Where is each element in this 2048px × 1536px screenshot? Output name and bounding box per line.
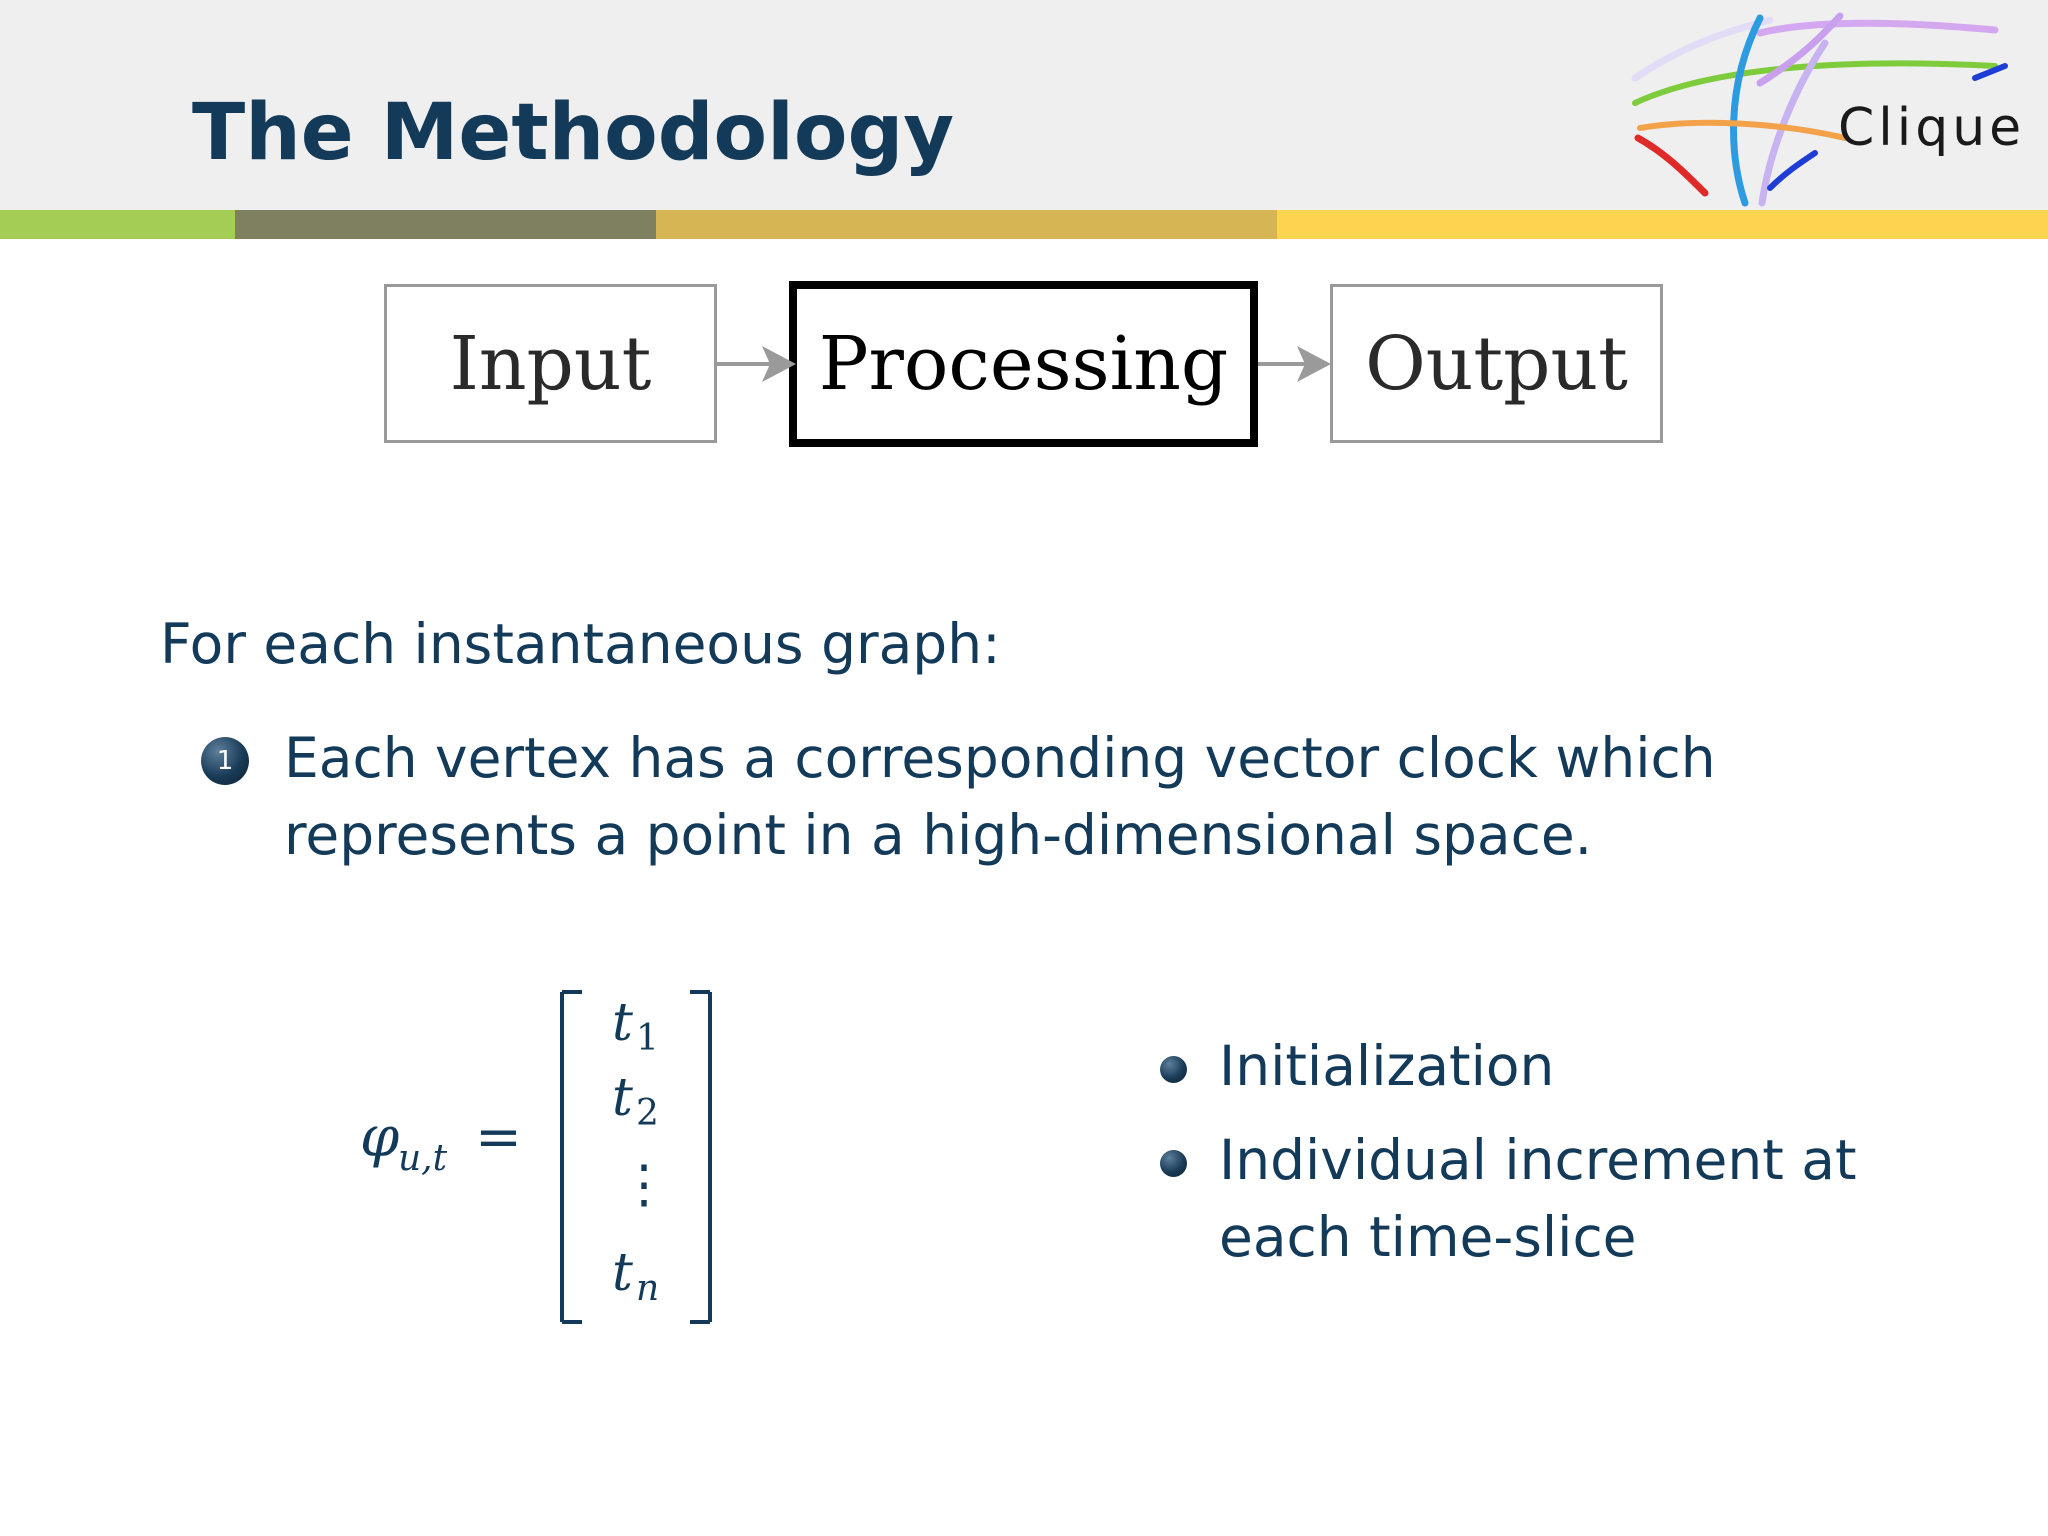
flow-step-processing: Processing [789,281,1258,447]
bullet-icon [1160,1056,1187,1083]
vector-entry-1: t [612,993,633,1053]
header-stripe-2 [235,210,656,239]
vector-entry-2: t [612,1068,633,1128]
vector-entry-1-subscript: 1 [636,1018,659,1059]
equation-equals: = [475,1105,522,1170]
equation-lhs-subscript: u,t [398,1138,448,1179]
vector-entry-2-subscript: 2 [636,1093,659,1134]
equation-lhs-symbol: φ [360,1105,400,1170]
logo-text: Clique [1838,98,2026,158]
header-stripe-3 [656,210,1277,239]
flow-arrow-1 [717,346,796,382]
bullet-icon [1160,1150,1187,1177]
matrix-right-bracket [690,992,710,1322]
vector-entry-n-subscript: n [636,1268,660,1309]
matrix-left-bracket [562,992,582,1322]
flow-step-output: Output [1330,284,1663,443]
enumerate-number-badge: 1 [201,737,249,785]
flow-arrow-2 [1258,346,1331,382]
header-stripe-1 [0,210,235,239]
bullet-item: Individual increment at each time-slice [1219,1128,1857,1269]
header-stripe-4 [1277,210,2048,239]
vector-clock-equation [340,980,740,1340]
intro-text: For each instantaneous graph: [160,612,1001,676]
page-title: The Methodology [192,88,955,178]
enumerate-item-text: Each vertex has a corresponding vector clock which represents a point in a high-dimensional space. [284,726,1716,867]
flow-step-input: Input [384,284,717,443]
vector-entry-n: t [612,1243,633,1303]
bullet-item: Initialization [1219,1034,1555,1098]
vector-entry-dots: ⋮ [618,1155,670,1215]
